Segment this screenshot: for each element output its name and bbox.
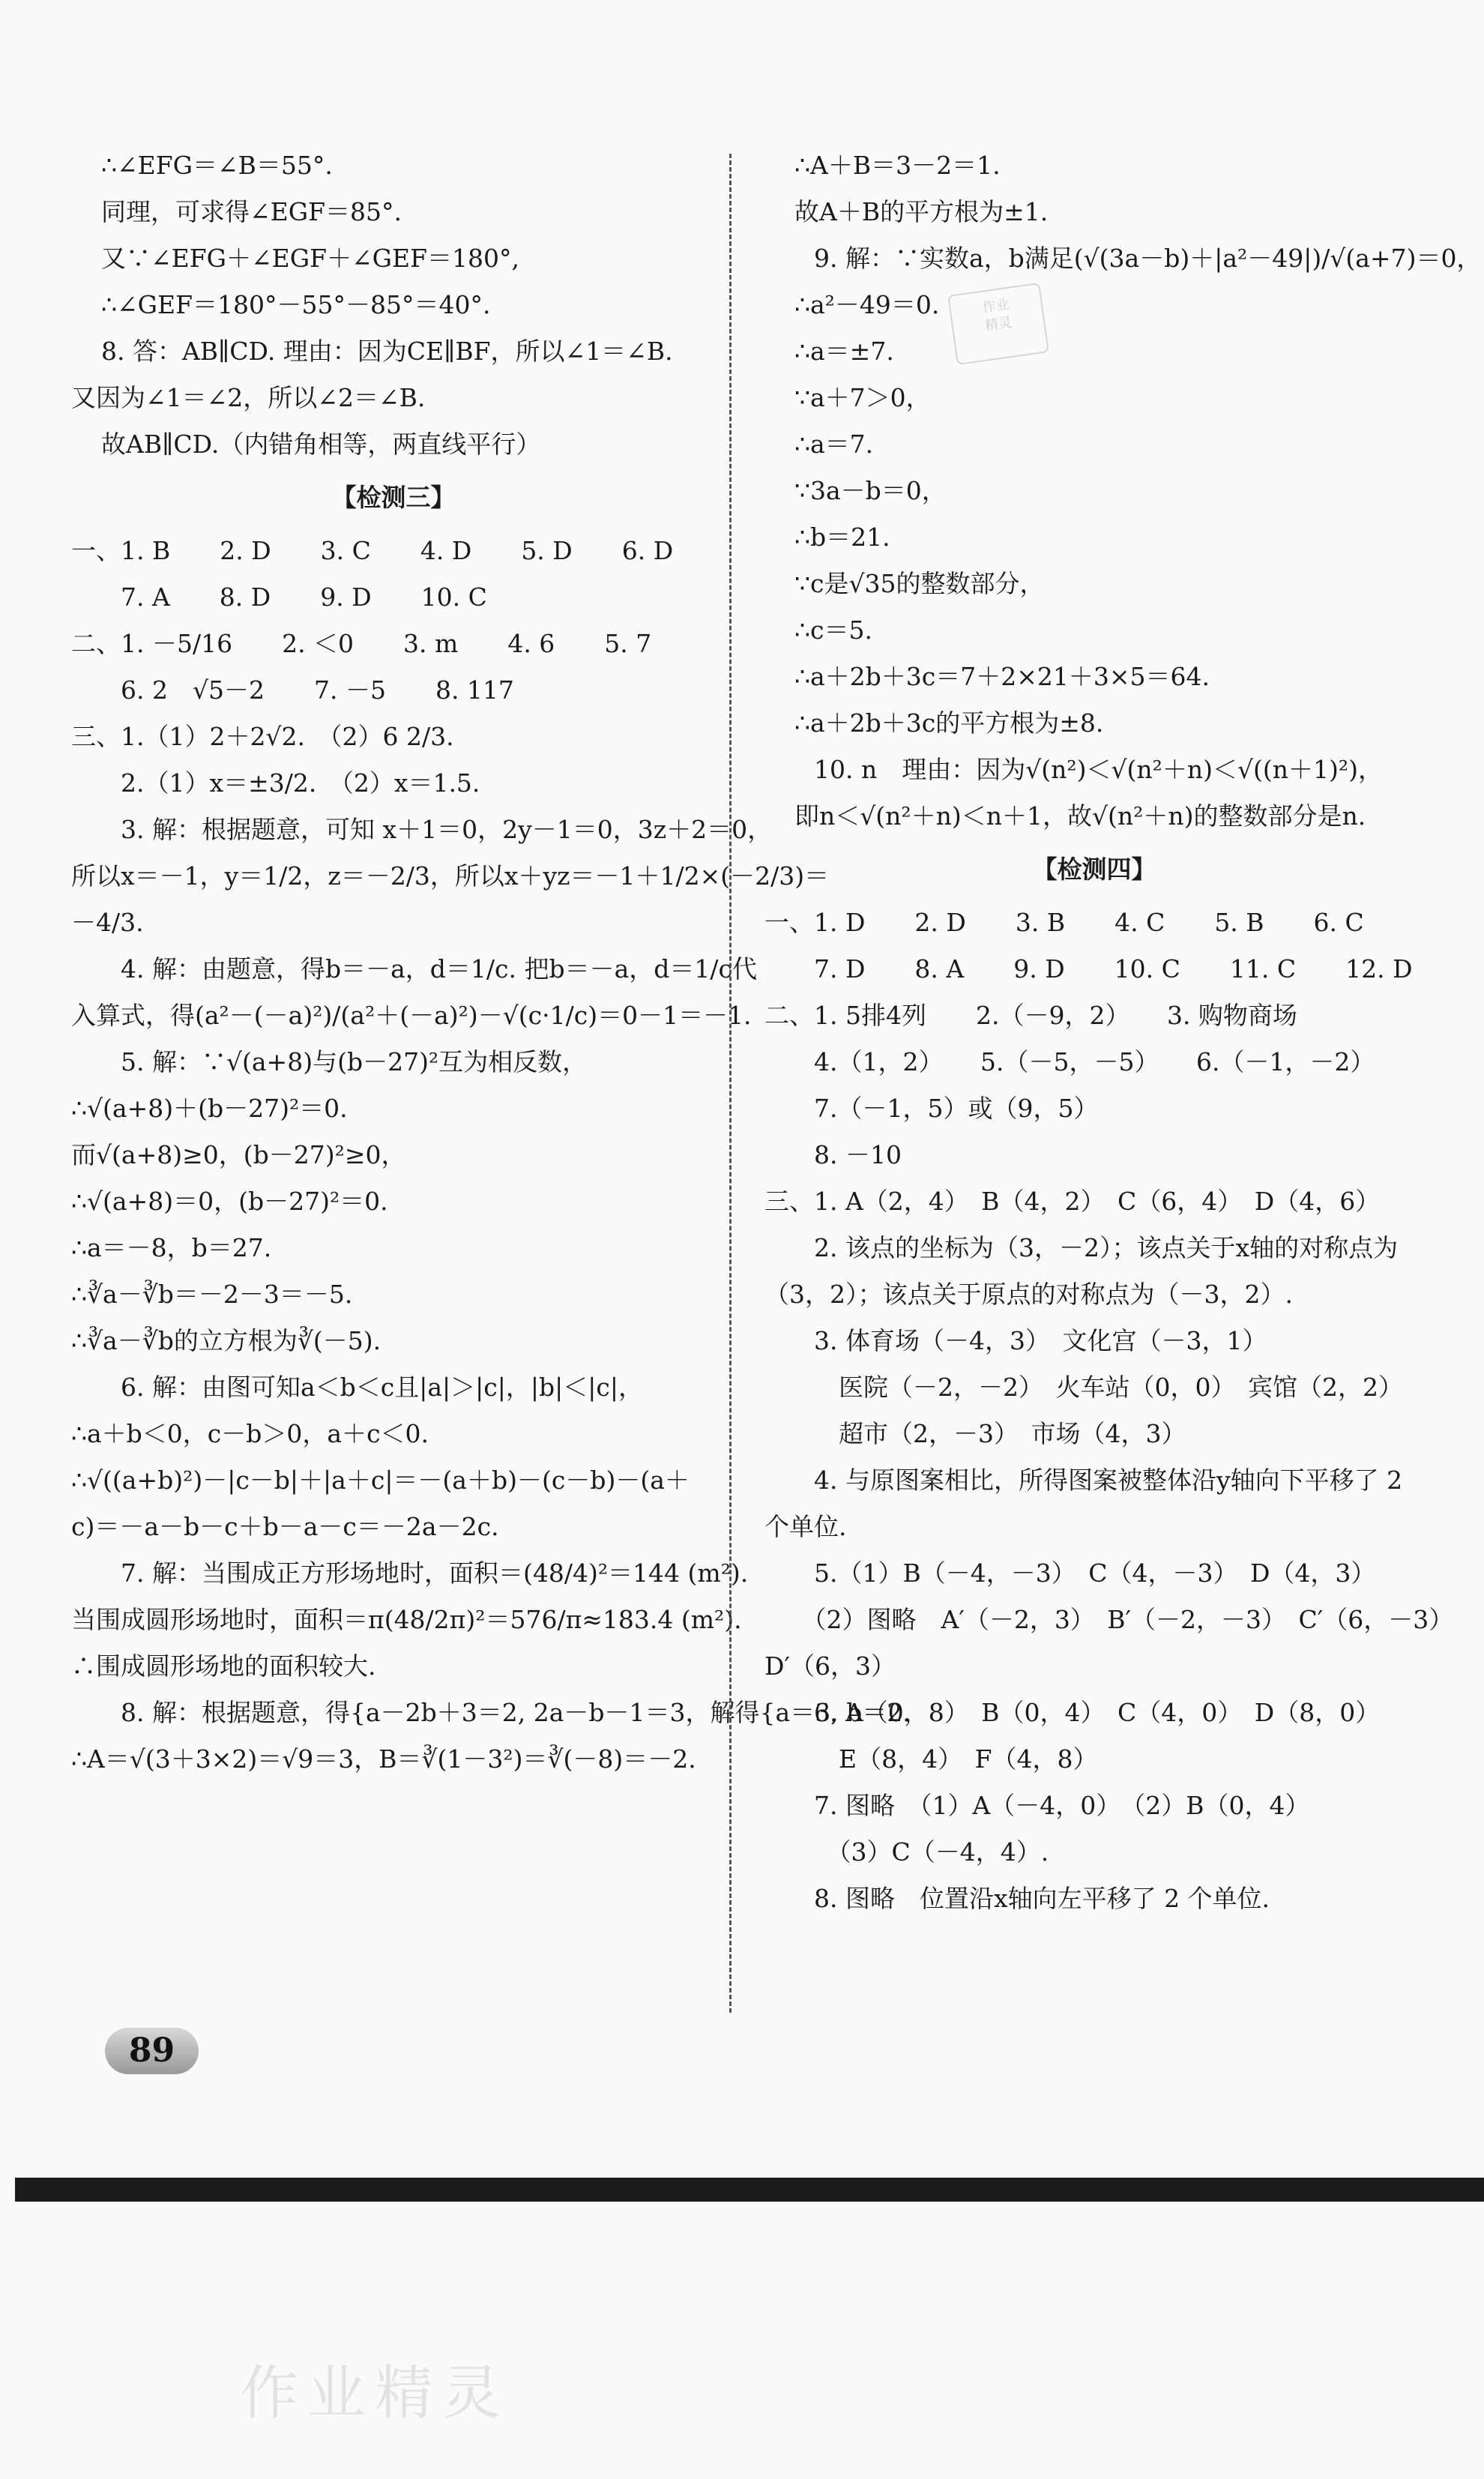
right-column bbox=[764, 142, 1482, 1922]
text-line: 一、1. B 2. D 3. C 4. D 5. D 6. D bbox=[71, 536, 674, 565]
text-line: 7. A 8. D 9. D 10. C bbox=[71, 582, 487, 612]
text-line: 6. 解：由图可知a＜b＜c且|a|＞|c|，|b|＜|c|， bbox=[71, 1373, 643, 1402]
text-line: （3）C（－4，4）. bbox=[764, 1837, 1049, 1867]
text-line: 8. 答：AB∥CD. 理由：因为CE∥BF，所以∠1＝∠B. bbox=[101, 337, 673, 366]
text-line: 4. 解：由题意，得b＝－a，d＝1/c. 把b＝－a，d＝1/c代 bbox=[71, 954, 757, 984]
text-line: （2）图略 A′（－2，3） B′（－2，－3） C′（6，－3） bbox=[764, 1605, 1454, 1634]
text-line: 7. D 8. A 9. D 10. C 11. C 12. D bbox=[764, 954, 1413, 984]
text-line: 三、1. A（2，4） B（4，2） C（6，4） D（4，6） bbox=[764, 1187, 1381, 1216]
text-line: D′（6，3） bbox=[764, 1651, 896, 1681]
text-line: 个单位. bbox=[764, 1512, 847, 1541]
text-line: ∴√((a+b)²)－|c－b|＋|a＋c|＝－(a＋b)－(c－b)－(a＋ bbox=[71, 1466, 690, 1495]
text-line: 又因为∠1＝∠2，所以∠2＝∠B. bbox=[71, 383, 426, 412]
text-line: ∴a＝7. bbox=[794, 430, 874, 459]
text-line: 入算式，得(a²－(－a)²)/(a²＋(－a)²)－√(c·1/c)＝0－1＝－1. bbox=[71, 1001, 752, 1030]
text-line: ∴A＋B＝3－2＝1. bbox=[794, 151, 1001, 180]
text-line: ∴A＝√(3＋3×2)＝√9＝3，B＝∛(1－3²)＝∛(－8)＝－2. bbox=[71, 1744, 696, 1774]
text-line: ∴√(a+8)＝0，(b－27)²＝0. bbox=[71, 1187, 388, 1216]
watermark-logo: 作业精灵 bbox=[240, 2360, 510, 2427]
text-line: ∴a＋2b＋3c＝7＋2×21＋3×5＝64. bbox=[794, 662, 1210, 691]
section-heading-4: 【检测四】 bbox=[1032, 855, 1156, 884]
text-line: 故AB∥CD.（内错角相等，两直线平行） bbox=[101, 430, 541, 459]
text-line: －4/3. bbox=[71, 908, 144, 937]
text-line: 7.（－1，5）或（9，5） bbox=[764, 1094, 1099, 1123]
text-line: （3，2）；该点关于原点的对称点为（－3，2）. bbox=[764, 1280, 1293, 1309]
text-line: ∴a＋b＜0，c－b＞0，a＋c＜0. bbox=[71, 1419, 429, 1448]
text-line: ∴b＝21. bbox=[794, 522, 890, 552]
text-line: ∴a＝－8，b＝27. bbox=[71, 1233, 272, 1262]
text-line: c)＝－a－b－c＋b－a－c＝－2a－2c. bbox=[71, 1512, 499, 1541]
text-line: 2.（1）x＝±3/2. （2）x＝1.5. bbox=[71, 768, 480, 798]
text-line: ∴c＝5. bbox=[794, 615, 872, 645]
text-line: 4. 与原图案相比，所得图案被整体沿y轴向下平移了 2 bbox=[764, 1466, 1403, 1495]
text-line: ∴围成圆形场地的面积较大. bbox=[71, 1651, 376, 1681]
text-line: 10. n 理由：因为√(n²)＜√(n²＋n)＜√((n＋1)²)， bbox=[764, 755, 1383, 784]
text-line: 2. 该点的坐标为（3，－2）；该点关于x轴的对称点为 bbox=[764, 1233, 1399, 1262]
column-divider bbox=[729, 154, 732, 2013]
text-line: 6. 2 √5－2 7. －5 8. 117 bbox=[71, 675, 514, 705]
text-line: 故A＋B的平方根为±1. bbox=[794, 197, 1049, 226]
bottom-bar bbox=[15, 2178, 1484, 2202]
text-line: 三、1.（1）2＋2√2. （2）6 2/3. bbox=[71, 722, 454, 751]
page-number: 89 bbox=[105, 2028, 199, 2074]
text-line: 5. 解：∵√(a+8)与(b－27)²互为相反数， bbox=[71, 1047, 588, 1076]
text-line: ∴∛a－∛b的立方根为∛(－5). bbox=[71, 1326, 381, 1355]
text-line: 5.（1）B（－4，－3） C（4，－3） D（4，3） bbox=[764, 1558, 1376, 1588]
text-line: ∴∠EFG＝∠B＝55°. bbox=[101, 151, 333, 180]
text-line: ∵3a－b＝0， bbox=[794, 476, 947, 505]
text-line: 二、1. －5/16 2. ＜0 3. m 4. 6 5. 7 bbox=[71, 629, 652, 658]
text-line: 一、1. D 2. D 3. B 4. C 5. B 6. C bbox=[764, 908, 1364, 937]
text-line: ∵a＋7＞0， bbox=[794, 383, 931, 412]
text-line: E（8，4） F（4，8） bbox=[764, 1744, 1098, 1774]
text-line: ∴∛a－∛b＝－2－3＝－5. bbox=[71, 1280, 353, 1309]
text-line: 3. 解：根据题意，可知 x＋1＝0，2y－1＝0，3z＋2＝0， bbox=[71, 815, 773, 844]
text-line: 7. 解：当围成正方形场地时，面积＝(48/4)²＝144 (m²). bbox=[71, 1558, 749, 1588]
text-line: 6. A（0，8） B（0，4） C（4，0） D（8，0） bbox=[764, 1698, 1381, 1727]
text-line: 而√(a+8)≥0，(b－27)²≥0， bbox=[71, 1140, 406, 1169]
text-line: 即n＜√(n²＋n)＜n＋1，故√(n²＋n)的整数部分是n. bbox=[794, 801, 1366, 831]
section-heading-3: 【检测三】 bbox=[331, 483, 456, 512]
text-line: 8. －10 bbox=[764, 1140, 902, 1169]
text-line: ∴a＝±7. bbox=[794, 337, 894, 366]
text-line: ∵c是√35的整数部分， bbox=[794, 569, 1045, 598]
text-line: 二、1. 5排4列 2.（－9，2） 3. 购物商场 bbox=[764, 1001, 1297, 1030]
text-line: 医院（－2，－2） 火车站（0，0） 宾馆（2，2） bbox=[764, 1373, 1403, 1402]
text-line: 8. 解：根据题意，得{a－2b＋3＝2, 2a－b－1＝3，解得{a＝3, b＝2. bbox=[71, 1698, 911, 1727]
text-line: 所以x＝－1，y＝1/2，z＝－2/3，所以x＋yz＝－1＋1/2×(－2/3)＝ bbox=[71, 861, 830, 891]
text-line: 8. 图略 位置沿x轴向左平移了 2 个单位. bbox=[764, 1884, 1270, 1913]
text-line: 当围成圆形场地时，面积＝π(48/2π)²＝576/π≈183.4 (m²). bbox=[71, 1605, 742, 1634]
watermark-stamp: 作业 精灵 bbox=[947, 283, 1049, 365]
text-line: 同理，可求得∠EGF＝85°. bbox=[101, 197, 402, 226]
text-line: 7. 图略 （1）A（－4，0） （2）B（0，4） bbox=[764, 1791, 1310, 1820]
text-line: 4.（1，2） 5.（－5，－5） 6.（－1，－2） bbox=[764, 1047, 1375, 1076]
text-line: 3. 体育场（－4，3） 文化宫（－3，1） bbox=[764, 1326, 1267, 1355]
text-line: ∴∠GEF＝180°－55°－85°＝40°. bbox=[101, 290, 491, 319]
text-line: ∴√(a+8)＋(b－27)²＝0. bbox=[71, 1094, 348, 1123]
text-line: 9. 解：∵实数a，b满足(√(3a－b)＋|a²－49|)/√(a+7)＝0， bbox=[764, 244, 1482, 273]
text-line: ∴a＋2b＋3c的平方根为±8. bbox=[794, 708, 1104, 738]
text-line: 超市（2，－3） 市场（4，3） bbox=[764, 1419, 1186, 1448]
text-line: ∴a²－49＝0. bbox=[794, 290, 940, 319]
text-line: 又∵∠EFG＋∠EGF＋∠GEF＝180°, bbox=[101, 244, 519, 273]
